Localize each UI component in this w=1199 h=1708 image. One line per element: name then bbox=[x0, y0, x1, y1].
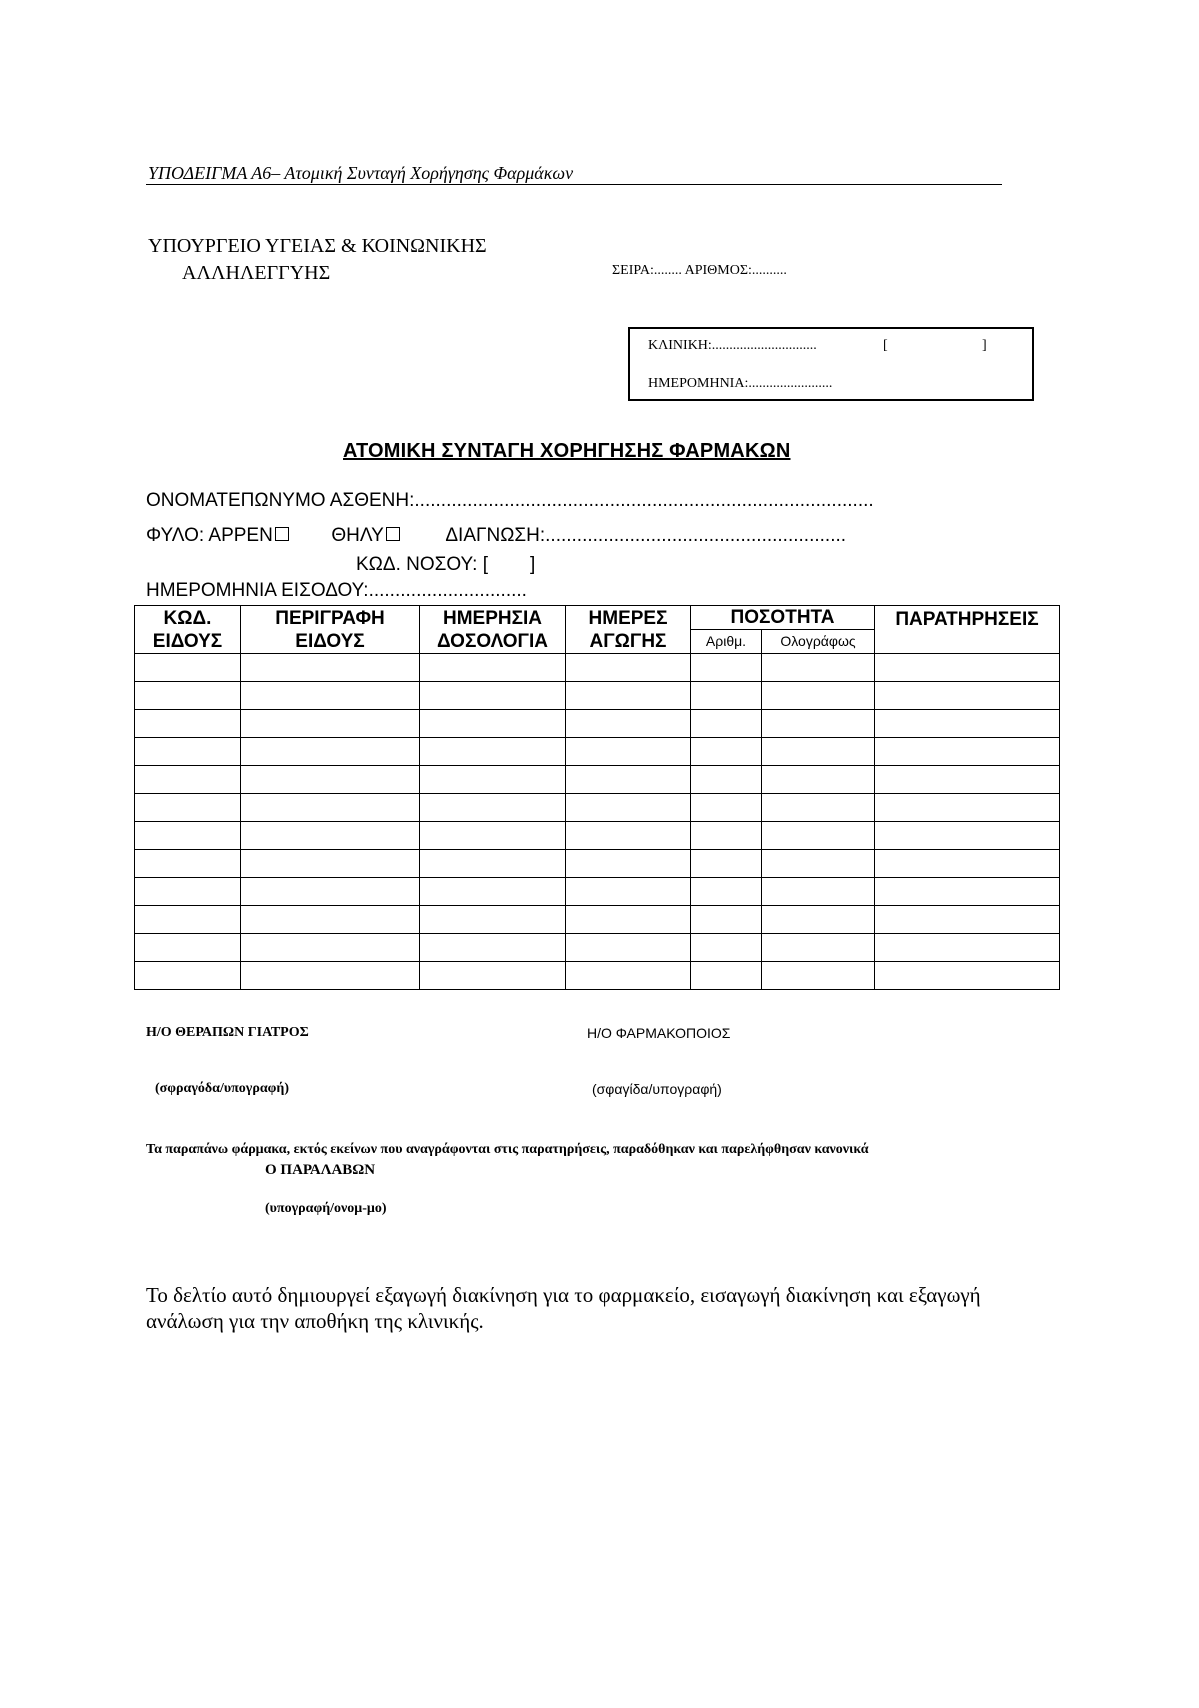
table-cell-daily-dosage[interactable] bbox=[420, 878, 566, 906]
table-cell-treatment-days[interactable] bbox=[566, 794, 691, 822]
table-cell-notes[interactable] bbox=[875, 934, 1060, 962]
table-cell-notes[interactable] bbox=[875, 794, 1060, 822]
table-cell-code[interactable] bbox=[135, 682, 241, 710]
page-title: ΑΤΟΜΙΚΗ ΣΥΝΤΑΓΗ ΧΟΡΗΓΗΣΗΣ ΦΑΡΜΑΚΩΝ bbox=[343, 440, 791, 462]
table-cell-treatment-days[interactable] bbox=[566, 710, 691, 738]
header-rule bbox=[146, 184, 1002, 185]
table-cell-notes[interactable] bbox=[875, 710, 1060, 738]
admission-date-field[interactable]: ΗΜΕΡΟΜΗΝΙΑ ΕΙΣΟΔΟΥ:.............................. bbox=[146, 580, 527, 601]
disease-code-field[interactable]: ΚΩΔ. ΝΟΣΟΥ: [ bbox=[356, 554, 488, 575]
table-cell-description[interactable] bbox=[241, 738, 420, 766]
table-cell-description[interactable] bbox=[241, 850, 420, 878]
table-cell-code[interactable] bbox=[135, 962, 241, 990]
table-cell-quantity-number[interactable] bbox=[691, 766, 762, 794]
col-header-quantity: ΠΟΣΟΤΗΤΑ bbox=[691, 606, 875, 630]
doctor-stamp-note: (σφραγόδα/υπογραφή) bbox=[155, 1081, 289, 1096]
table-row bbox=[135, 794, 1060, 822]
table-cell-daily-dosage[interactable] bbox=[420, 654, 566, 682]
table-cell-code[interactable] bbox=[135, 850, 241, 878]
clinic-box bbox=[628, 327, 1034, 401]
footnote: Το δελτίο αυτό δημιουργεί εξαγωγή διακίνηση για το φαρμακείο, εισαγωγή διακίνηση και εξαγωγή ανάλωση για την αποθήκη της κλινικής. bbox=[146, 1283, 981, 1333]
ministry-line-2: ΑΛΛΗΛΕΓΓΥΗΣ bbox=[182, 262, 331, 284]
table-cell-notes[interactable] bbox=[875, 766, 1060, 794]
sex-row bbox=[146, 525, 846, 547]
table-cell-treatment-days[interactable] bbox=[566, 962, 691, 990]
clinic-bracket-open: [ bbox=[883, 338, 888, 353]
table-cell-code[interactable] bbox=[135, 654, 241, 682]
table-cell-notes[interactable] bbox=[875, 906, 1060, 934]
table-cell-quantity-number[interactable] bbox=[691, 710, 762, 738]
table-cell-quantity-number[interactable] bbox=[691, 878, 762, 906]
col-header-quantity-number: Αριθμ. bbox=[691, 630, 762, 654]
table-body bbox=[135, 654, 1060, 990]
col-header-treatment-days: ΗΜΕΡΕΣ ΑΓΩΓΗΣ bbox=[566, 606, 691, 654]
table-cell-daily-dosage[interactable] bbox=[420, 822, 566, 850]
table-cell-code[interactable] bbox=[135, 822, 241, 850]
table-cell-notes[interactable] bbox=[875, 822, 1060, 850]
table-cell-quantity-number[interactable] bbox=[691, 682, 762, 710]
table-cell-daily-dosage[interactable] bbox=[420, 850, 566, 878]
table-cell-daily-dosage[interactable] bbox=[420, 738, 566, 766]
table-cell-description[interactable] bbox=[241, 710, 420, 738]
table-cell-quantity-words[interactable] bbox=[762, 710, 875, 738]
col-header-daily-dosage: ΗΜΕΡΗΣΙΑ ΔΟΣΟΛΟΓΙΑ bbox=[420, 606, 566, 654]
disease-code-bracket-close: ] bbox=[530, 554, 536, 575]
doctor-signature-label: Η/Ο ΘΕΡΑΠΩΝ ΓΙΑΤΡΟΣ bbox=[146, 1025, 309, 1040]
male-label: ΦΥΛΟ: ΑΡΡΕΝ bbox=[146, 525, 273, 546]
table-cell-code[interactable] bbox=[135, 710, 241, 738]
table-row bbox=[135, 682, 1060, 710]
table-cell-code[interactable] bbox=[135, 934, 241, 962]
table-cell-treatment-days[interactable] bbox=[566, 654, 691, 682]
table-cell-quantity-number[interactable] bbox=[691, 794, 762, 822]
table-row bbox=[135, 878, 1060, 906]
table-cell-daily-dosage[interactable] bbox=[420, 934, 566, 962]
table-row bbox=[135, 934, 1060, 962]
table-cell-treatment-days[interactable] bbox=[566, 906, 691, 934]
table-row bbox=[135, 822, 1060, 850]
female-checkbox[interactable] bbox=[386, 527, 400, 541]
table-cell-description[interactable] bbox=[241, 934, 420, 962]
table-cell-quantity-words[interactable] bbox=[762, 654, 875, 682]
receiver-signature-note: (υπογραφή/ονομ-μο) bbox=[265, 1201, 387, 1216]
table-cell-code[interactable] bbox=[135, 738, 241, 766]
table-row bbox=[135, 738, 1060, 766]
table-cell-treatment-days[interactable] bbox=[566, 878, 691, 906]
table-cell-code[interactable] bbox=[135, 794, 241, 822]
table-cell-quantity-words[interactable] bbox=[762, 850, 875, 878]
table-row bbox=[135, 962, 1060, 990]
table-row bbox=[135, 906, 1060, 934]
table-cell-treatment-days[interactable] bbox=[566, 738, 691, 766]
table-cell-notes[interactable] bbox=[875, 654, 1060, 682]
medication-table bbox=[134, 605, 1060, 990]
table-cell-notes[interactable] bbox=[875, 878, 1060, 906]
table-cell-quantity-words[interactable] bbox=[762, 682, 875, 710]
table-cell-daily-dosage[interactable] bbox=[420, 962, 566, 990]
table-cell-quantity-words[interactable] bbox=[762, 738, 875, 766]
table-cell-description[interactable] bbox=[241, 962, 420, 990]
clinic-bracket-close: ] bbox=[982, 338, 987, 353]
table-cell-notes[interactable] bbox=[875, 682, 1060, 710]
table-row bbox=[135, 766, 1060, 794]
table-cell-notes[interactable] bbox=[875, 738, 1060, 766]
table-cell-notes[interactable] bbox=[875, 850, 1060, 878]
table-cell-daily-dosage[interactable] bbox=[420, 682, 566, 710]
diagnosis-field[interactable]: ΔΙΑΓΝΩΣΗ:......................................................... bbox=[445, 525, 847, 546]
table-cell-description[interactable] bbox=[241, 906, 420, 934]
table-cell-quantity-number[interactable] bbox=[691, 906, 762, 934]
document-label: ΥΠΟΔΕΙΓΜΑ Α6– Ατομική Συνταγή Χορήγησης Φαρμάκων bbox=[148, 163, 574, 183]
table-cell-quantity-number[interactable] bbox=[691, 962, 762, 990]
received-statement: Τα παραπάνω φάρμακα, εκτός εκείνων που αναγράφονται στις παρατηρήσεις, παραδόθηκαν και παρελήφθησαν κανονικά bbox=[146, 1142, 869, 1157]
female-label: ΘΗΛΥ bbox=[331, 525, 384, 546]
ministry-name bbox=[148, 233, 487, 287]
table-cell-description[interactable] bbox=[241, 654, 420, 682]
table-cell-code[interactable] bbox=[135, 766, 241, 794]
table-cell-description[interactable] bbox=[241, 822, 420, 850]
table-cell-notes[interactable] bbox=[875, 962, 1060, 990]
table-cell-daily-dosage[interactable] bbox=[420, 766, 566, 794]
pharmacist-stamp-note: (σφαγίδα/υπογραφή) bbox=[592, 1081, 722, 1097]
clinic-date-field[interactable]: ΗΜΕΡΟΜΗΝΙΑ:........................ bbox=[648, 376, 833, 391]
table-cell-quantity-words[interactable] bbox=[762, 822, 875, 850]
table-cell-quantity-number[interactable] bbox=[691, 738, 762, 766]
table-cell-quantity-words[interactable] bbox=[762, 962, 875, 990]
table-cell-quantity-number[interactable] bbox=[691, 822, 762, 850]
table-cell-quantity-words[interactable] bbox=[762, 794, 875, 822]
receiver-label: Ο ΠΑΡΑΛΑΒΩΝ bbox=[265, 1162, 376, 1178]
table-row bbox=[135, 850, 1060, 878]
patient-name-field[interactable]: ΟΝΟΜΑΤΕΠΩΝΥΜΟ ΑΣΘΕΝΗ:....................................................................................... bbox=[146, 490, 874, 511]
ministry-line-1: ΥΠΟΥΡΓΕΙΟ ΥΓΕΙΑΣ & ΚΟΙΝΩΝΙΚΗΣ bbox=[148, 235, 487, 257]
table-cell-daily-dosage[interactable] bbox=[420, 794, 566, 822]
table-cell-quantity-words[interactable] bbox=[762, 766, 875, 794]
col-header-notes: ΠΑΡΑΤΗΡΗΣΕΙΣ bbox=[875, 606, 1060, 654]
table-cell-quantity-number[interactable] bbox=[691, 850, 762, 878]
disease-code-row bbox=[356, 554, 535, 576]
table-cell-treatment-days[interactable] bbox=[566, 766, 691, 794]
table-cell-code[interactable] bbox=[135, 878, 241, 906]
table-cell-treatment-days[interactable] bbox=[566, 682, 691, 710]
table-cell-description[interactable] bbox=[241, 682, 420, 710]
table-cell-code[interactable] bbox=[135, 906, 241, 934]
table-cell-quantity-words[interactable] bbox=[762, 934, 875, 962]
table-cell-treatment-days[interactable] bbox=[566, 850, 691, 878]
table-cell-daily-dosage[interactable] bbox=[420, 710, 566, 738]
col-header-code: ΚΩΔ. ΕΙΔΟΥΣ bbox=[135, 606, 241, 654]
table-cell-treatment-days[interactable] bbox=[566, 934, 691, 962]
pharmacist-signature-label: Η/Ο ΦΑΡΜΑΚΟΠΟΙΟΣ bbox=[587, 1025, 731, 1041]
male-checkbox[interactable] bbox=[275, 527, 289, 541]
series-number-field[interactable]: ΣΕΙΡΑ:........ ΑΡΙΘΜΟΣ:.......... bbox=[612, 263, 787, 278]
table-cell-description[interactable] bbox=[241, 766, 420, 794]
table-cell-quantity-number[interactable] bbox=[691, 654, 762, 682]
table-cell-quantity-words[interactable] bbox=[762, 906, 875, 934]
table-cell-description[interactable] bbox=[241, 794, 420, 822]
col-header-description: ΠΕΡΙΓΡΑΦΗ ΕΙΔΟΥΣ bbox=[241, 606, 420, 654]
table-cell-description[interactable] bbox=[241, 878, 420, 906]
table-cell-quantity-words[interactable] bbox=[762, 878, 875, 906]
table-cell-quantity-number[interactable] bbox=[691, 934, 762, 962]
table-cell-daily-dosage[interactable] bbox=[420, 906, 566, 934]
table-row bbox=[135, 654, 1060, 682]
clinic-field[interactable]: ΚΛΙΝΙΚΗ:.............................. bbox=[648, 338, 817, 353]
table-cell-treatment-days[interactable] bbox=[566, 822, 691, 850]
col-header-quantity-words: Ολογράφως bbox=[762, 630, 875, 654]
table-row bbox=[135, 710, 1060, 738]
